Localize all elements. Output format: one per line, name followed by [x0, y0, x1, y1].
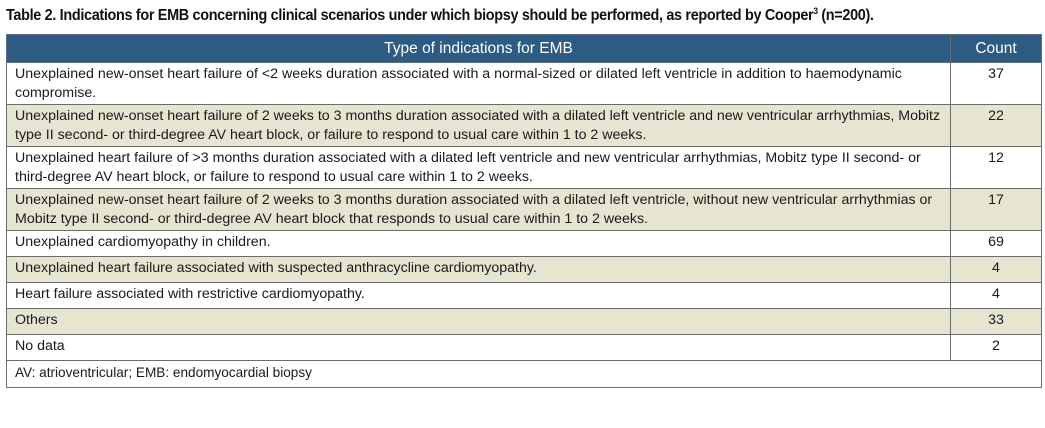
header-indication-type: Type of indications for EMB [7, 35, 951, 63]
indication-text: Others [7, 309, 951, 335]
indication-text: Unexplained new-onset heart failure of <2 weeks duration associated with a normal-sized or dilated left ventricle in addition to haemodynamic compromise. [7, 63, 951, 105]
table-row [7, 283, 1042, 309]
indication-count: 22 [951, 105, 1042, 147]
table-row [7, 335, 1042, 361]
indication-count: 4 [951, 257, 1042, 283]
indication-text: No data [7, 335, 951, 361]
table-footnote-row [7, 361, 1042, 388]
table-row [7, 63, 1042, 105]
indications-table [6, 34, 1042, 388]
indication-count: 69 [951, 231, 1042, 257]
indication-count: 37 [951, 63, 1042, 105]
indication-text: Unexplained new-onset heart failure of 2 weeks to 3 months duration associated with a dilated left ventricle, without new ventricular arrhythmias or Mobitz type II second- or third-degree AV heart block that responds to usual care within 1 to 2 weeks. [7, 189, 951, 231]
indication-count: 12 [951, 147, 1042, 189]
caption-text: Table 2. Indications for EMB concerning clinical scenarios under which biopsy should be performed, as reported by Cooper [6, 7, 814, 24]
table-row [7, 231, 1042, 257]
table-row [7, 309, 1042, 335]
indication-count: 2 [951, 335, 1042, 361]
indication-text: Heart failure associated with restrictive cardiomyopathy. [7, 283, 951, 309]
indication-text: Unexplained new-onset heart failure of 2 weeks to 3 months duration associated with a dilated left ventricle and new ventricular arrhythmias, Mobitz type II second- or third-degree AV heart block, or failure to respond to usual care within 1 to 2 weeks. [7, 105, 951, 147]
caption-reference: 3 [813, 6, 818, 16]
indication-count: 33 [951, 309, 1042, 335]
indication-count: 4 [951, 283, 1042, 309]
indication-text: Unexplained cardiomyopathy in children. [7, 231, 951, 257]
table-row [7, 147, 1042, 189]
table-header-row [7, 35, 1042, 63]
indication-text: Unexplained heart failure associated with suspected anthracycline cardiomyopathy. [7, 257, 951, 283]
table-caption [6, 6, 969, 25]
table-row [7, 105, 1042, 147]
header-count: Count [951, 35, 1042, 63]
table-row [7, 189, 1042, 231]
indication-count: 17 [951, 189, 1042, 231]
indication-text: Unexplained heart failure of >3 months duration associated with a dilated left ventricle and new ventricular arrhythmias, Mobitz type II second- or third-degree AV heart block, or failure to respond to usual care within 1 to 2 weeks. [7, 147, 951, 189]
table-row [7, 257, 1042, 283]
caption-sample-size: (n=200). [817, 7, 874, 24]
table-footnote: AV: atrioventricular; EMB: endomyocardial biopsy [7, 361, 1042, 388]
